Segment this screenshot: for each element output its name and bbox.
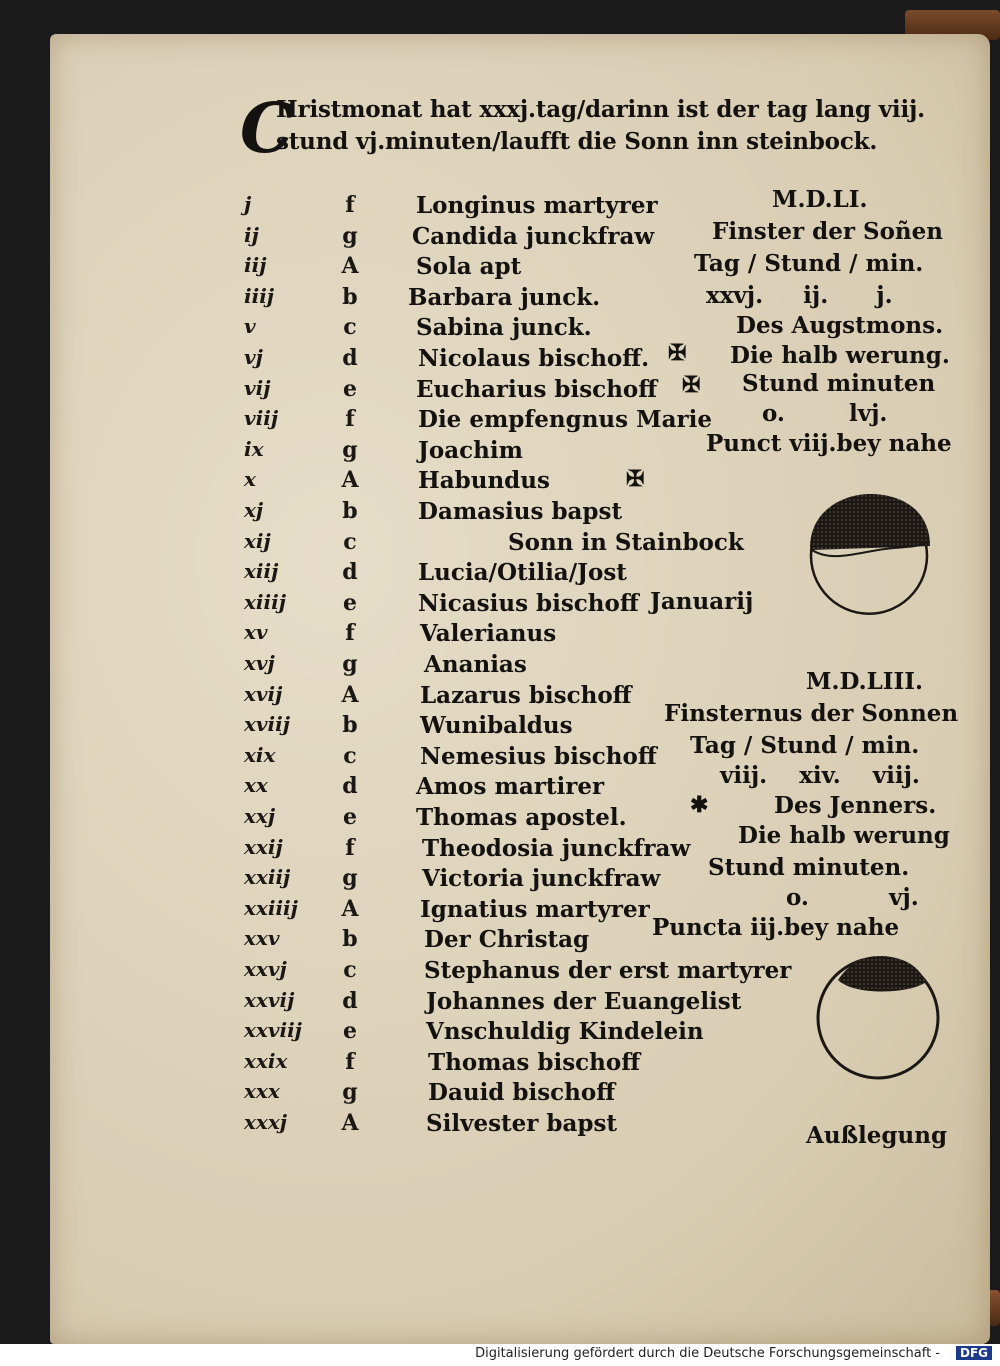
eclipse-1-values: xxvj. ij. j.: [706, 282, 893, 309]
saint-name: Victoria junckfraw: [422, 865, 661, 893]
dominical-letter: e: [343, 1018, 357, 1045]
day-number: ix: [244, 436, 264, 461]
day-number: xv: [244, 620, 268, 645]
footer-credit: Digitalisierung gefördert durch die Deutsche Forschungsgemeinschaft -: [475, 1346, 940, 1361]
day-number: iiij: [244, 283, 275, 308]
dominical-letter: d: [342, 773, 358, 800]
heading-line-1: Hristmonat hat xxxj.tag/darinn ist der tag lang viij.: [276, 96, 925, 123]
saint-name: Dauid bischoff: [428, 1079, 616, 1107]
eclipse-1-unit-values: o. lvj.: [762, 400, 888, 427]
saint-name: Lazarus bischoff: [420, 681, 632, 709]
dominical-letter: e: [343, 589, 357, 616]
eclipse-1-title: Finster der Soñen: [712, 218, 943, 245]
day-number: xxvij: [244, 987, 295, 1012]
dominical-letter: f: [345, 620, 355, 647]
dominical-letter: b: [342, 712, 358, 739]
saint-name: Longinus martyrer: [416, 192, 658, 219]
saint-name: Sola apt: [416, 253, 522, 281]
saint-name: Nemesius bischoff: [420, 742, 657, 770]
day-number: xxviij: [244, 1018, 302, 1043]
saint-name: Sabina junck.: [416, 314, 592, 342]
saint-name: Joachim: [418, 436, 523, 464]
saint-name: Thomas apostel.: [416, 804, 627, 831]
day-number: ij: [244, 222, 259, 247]
day-number: xxvj: [244, 957, 287, 981]
day-number: viij: [244, 406, 279, 431]
dominical-letter: e: [343, 375, 357, 402]
dominical-letter: f: [345, 834, 355, 861]
day-number: xxiij: [244, 865, 291, 890]
saint-name: Theodosia junckfraw: [422, 834, 691, 862]
eclipse-2-half: Die halb werung: [738, 822, 950, 849]
dominical-letter: A: [341, 253, 359, 280]
eclipse-1-punct: Punct viij.bey nahe: [706, 430, 952, 457]
day-number: xx: [244, 773, 268, 798]
day-number: xxix: [244, 1048, 288, 1073]
day-number: x: [244, 467, 256, 492]
eclipse-2-unit-values: o. vj.: [786, 884, 919, 911]
dominical-letter: b: [342, 283, 358, 310]
dominical-letter: g: [342, 222, 358, 249]
saint-name: Valerianus: [420, 620, 557, 648]
eclipse-2-title: Finsternus der Sonnen: [664, 700, 959, 727]
eclipse-1-header: Tag / Stund / min.: [694, 250, 924, 277]
dominical-letter: A: [341, 895, 359, 922]
day-number: xxj: [244, 804, 276, 828]
saint-name: Damasius bapst: [418, 498, 623, 525]
catchword: Außlegung: [806, 1122, 948, 1149]
dominical-letter: f: [345, 1048, 355, 1075]
day-number: vij: [244, 375, 271, 400]
eclipse-2-units: Stund minuten.: [708, 854, 910, 881]
dominical-letter: c: [343, 314, 357, 341]
day-number: v: [244, 314, 256, 339]
eclipse-1-month: Des Augstmons.: [736, 312, 944, 339]
day-number: xiiij: [244, 589, 286, 614]
saint-name: Candida junckfraw: [412, 222, 655, 250]
dfg-logo: DFG: [956, 1346, 992, 1360]
eclipse-1-diagram: [804, 490, 934, 616]
eclipse-2-punct: Puncta iij.bey nahe: [652, 914, 900, 941]
dominical-letter: c: [343, 742, 357, 769]
dominical-letter: e: [343, 804, 357, 830]
dominical-letter: g: [342, 1079, 358, 1106]
saint-name: Amos martirer: [416, 773, 605, 801]
saint-name: Ignatius martyrer: [420, 895, 650, 923]
eclipse-2-year: M.D.LIII.: [806, 668, 924, 695]
dominical-letter: d: [342, 559, 358, 586]
saint-name: Nicolaus bischoff.: [418, 345, 650, 372]
dominical-letter: g: [342, 865, 358, 892]
saint-name: Johannes der Euangelist: [426, 987, 742, 1015]
day-number: xij: [244, 528, 271, 553]
saint-name: Die empfengnus Marie: [418, 406, 712, 434]
star-mark: ✱: [690, 792, 709, 818]
dominical-letter: d: [342, 987, 358, 1014]
dominical-letter: A: [341, 1110, 359, 1136]
saint-name: Thomas bischoff: [428, 1048, 641, 1076]
dominical-letter: f: [345, 406, 355, 433]
initial-letter: C: [240, 89, 295, 169]
cross-mark: ✠: [682, 372, 701, 398]
day-number: j: [244, 192, 252, 216]
day-number: xviij: [244, 712, 290, 737]
eclipse-2-header: Tag / Stund / min.: [690, 732, 920, 759]
eclipse-1-units: Stund minuten: [742, 370, 936, 397]
dominical-letter: A: [341, 467, 359, 494]
day-number: xxx: [244, 1079, 280, 1104]
eclipse-2-diagram: [814, 950, 944, 1084]
dominical-letter: c: [343, 957, 357, 983]
saint-name: Sonn in Stainbock: [508, 528, 744, 556]
eclipse-2-values: viij. xiv. viij.: [720, 762, 920, 789]
eclipse-1-side-note: Januarij: [650, 588, 754, 615]
dominical-letter: g: [342, 651, 358, 677]
day-number: xix: [244, 742, 276, 767]
saint-name: Vnschuldig Kindelein: [426, 1018, 704, 1046]
day-number: xxiiij: [244, 895, 298, 920]
cross-mark: ✠: [626, 466, 645, 492]
dominical-letter: f: [345, 192, 355, 218]
saint-name: Der Christag: [424, 926, 590, 954]
eclipse-1-year: M.D.LI.: [772, 186, 868, 213]
dominical-letter: b: [342, 498, 358, 524]
saint-name: Wunibaldus: [420, 712, 573, 740]
saint-name: Lucia/Otilia/Jost: [418, 559, 627, 587]
dominical-letter: b: [342, 926, 358, 953]
saint-name: Habundus: [418, 467, 550, 495]
saint-name: Nicasius bischoff: [418, 589, 639, 617]
day-number: xiij: [244, 559, 279, 584]
eclipse-2-month: Des Jenners.: [774, 792, 937, 819]
day-number: xxxj: [244, 1110, 288, 1134]
dominical-letter: d: [342, 345, 358, 371]
dominical-letter: g: [342, 436, 358, 463]
dominical-letter: A: [341, 681, 359, 708]
day-number: xxv: [244, 926, 280, 951]
cross-mark: ✠: [668, 340, 687, 366]
day-number: xvj: [244, 651, 275, 675]
day-number: xvij: [244, 681, 283, 706]
saint-name: Stephanus der erst martyrer: [424, 957, 792, 984]
day-number: vj: [244, 345, 263, 369]
saint-name: Ananias: [424, 651, 527, 678]
saint-name: Eucharius bischoff: [416, 375, 658, 403]
day-number: iij: [244, 253, 267, 278]
saint-name: Silvester bapst: [426, 1110, 618, 1137]
day-number: xxij: [244, 834, 283, 859]
day-number: xj: [244, 498, 264, 522]
heading-line-2: stund vj.minuten/laufft die Sonn inn steinbock.: [276, 128, 878, 155]
eclipse-1-half: Die halb werung.: [730, 342, 950, 369]
dominical-letter: c: [343, 528, 357, 555]
saint-name: Barbara junck.: [408, 283, 601, 311]
